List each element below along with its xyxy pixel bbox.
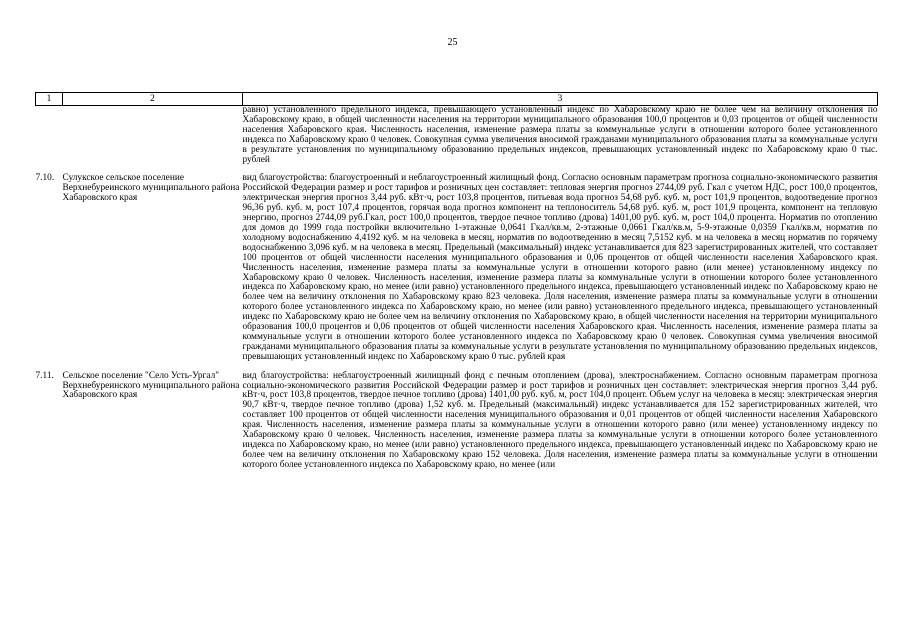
table-header-row xyxy=(36,93,878,106)
page-number: 25 xyxy=(447,37,458,48)
row-number: 7.11. xyxy=(35,370,54,381)
column-header-1: 1 xyxy=(36,93,63,106)
row-description: вид благоустройства: благоустроенный и неблагоустроенный жилищный фонд. Согласно основным параметрам прогноза социально-экономического развития Российской Федерации размер и рост тарифов и розничных цен составляет: тепловая энергия прогноз 2744,09 руб. Гкал с учетом НДС, рост 100,0 процентов, электрическая энергия прогноз 3,44 руб. кВт·ч, рост 103,8 процентов, питьевая вода прогноз 54,68 руб. куб. м, рост 101,9 процентов, водоотведение прогноз 96,36 руб. куб. м, рост 107,4 процентов, горячая вода прогноз компонент на теплоноситель 54,68 руб. куб. м, рост 101,9 процента, компонент на тепловую энергию, прогноз 2744,09 руб.Гкал, рост 100,0 процентов, твердое печное топливо (дрова) 1401,00 руб. куб. м, рост 104,0 процента. Норматив по отоплению для домов до 1999 года постройки включительно 1-этажные 0,0641 Гкал/кв.м, 2-этажные 0,0661 Гкал/кв.м, 5-9-этажные 0,0359 Гкал/кв.м, норматив по холодному водоснабжению 4,4192 куб. м на человека в месяц, норматив по водоотведению в месяц 7,5152 куб. м на человека в месяц норматив по горячему водоснабжению 3,096 куб. м на человека в месяц. Предельный (максимальный) индекс устанавливается для 823 зарегистрированных жителей, что составляет 100 процентов от общей численности населения муниципального образования и 0,06 процентов от общей численности населения Хабаровского края. Численность населения, изменение размера платы за коммунальные услуги в отношении которого равно (или менее) установленному индексу по Хабаровскому краю 0 человек. Численность населения, изменение размера платы за коммунальные услуги в отношении которого более установленного индекса по Хабаровскому краю, но менее (или равно) установленного предельного индекса, превышающего установленный индекс по Хабаровскому краю не более чем на величину отклонения по Хабаровскому краю 823 человека. Доля населения, изменение размера платы за коммунальные услуги в отношении которого более установленного индекса по Хабаровскому краю, но менее (или равно) установленного предельного индекса, превышающего установленный индекс по Хабаровскому краю не более чем на величину отклонения по Хабаровскому краю, в общей численности населения на территории муниципального образования 100,0 процентов и 0,06 процентов от общей численности населения Хабаровского края. Численность населения, изменение размера платы за коммунальные услуги в отношении которого более установленного индекса по Хабаровскому краю 0 человек. Совокупная сумма увеличения вносимой гражданами муниципального образования платы за коммунальные услуги в результате установления по муниципальному образованию предельных индексов, превышающих установленный индекс по Хабаровскому краю 0 тыс. рублей края xyxy=(242,173,878,362)
table-row-continuation xyxy=(36,106,878,166)
municipality-name: Сельское поселение "Село Усть-Ургал" Верхнебуреинского муниципального района Хабаровского края xyxy=(62,370,240,401)
table-row-7-11 xyxy=(36,363,878,471)
row-number-cell xyxy=(36,106,63,166)
row-text-cell: равно) установленного предельного индекса, превышающего установленный индекс по Хабаровскому краю не более чем на величину отклонения по Хабаровскому краю, в общей численности населения на территории муниципального образования 100,0 процентов и 0,03 процентов от общей численности населения Хабаровского края. Численность населения, изменение размера платы за коммунальные услуги в отношении которого более установленного индекса по Хабаровскому краю 0 человек. Совокупная сумма увеличения вносимой гражданами муниципального образования платы за коммунальные услуги в результате установления по муниципальному образованию предельных индексов, превышающих установленный индекс по Хабаровскому краю 0 тыс. рублей xyxy=(242,105,878,165)
row-name-cell xyxy=(63,106,243,166)
document-table xyxy=(35,92,878,471)
table-row-7-10 xyxy=(36,165,878,362)
row-number: 7.10. xyxy=(35,173,55,184)
column-header-2: 2 xyxy=(63,93,243,106)
row-description: вид благоустройства: неблагоустроенный жилищный фонд с печным отоплением (дрова), электроснабжением. Согласно основным параметрам прогноза социально-экономического развития Российской Федерации размер и рост тарифов и розничных цен составляет: электрическая энергия прогноз 3,44 руб. кВт·ч, рост 103,8 процентов, твердое печное топливо (дрова) 1401,00 руб. куб. м, рост 104,0 процент. Объем услуг на человека в месяц: электрическая энергия 90,7 кВт·ч, твердое печное топливо (дрова) 1,52 куб. м. Предельный (максимальный) индекс устанавливается для 152 зарегистрированных жителей, что составляет 100 процентов от общей численности населения муниципального образования и 0,01 процентов от общей численности населения Хабаровского края. Численность населения, изменение размера платы за коммунальные услуги в отношении которого равно (или менее) установленному индексу по Хабаровскому краю 0 человек. Численность населения, изменение размера платы за коммунальные услуги в отношении которого более установленного индекса по Хабаровскому краю, но менее (или равно) установленного предельного индекса, превышающего установленный индекс по Хабаровскому краю не более чем на величину отклонения по Хабаровскому краю 152 человека. Доля населения, изменение размера платы за коммунальные услуги в отношении которого более установленного индекса по Хабаровскому краю, но менее (или xyxy=(242,370,878,470)
municipality-name: Сулукское сельское поселение Верхнебуреинского муниципального района Хабаровского края xyxy=(62,173,240,204)
column-header-3: 3 xyxy=(243,93,878,106)
